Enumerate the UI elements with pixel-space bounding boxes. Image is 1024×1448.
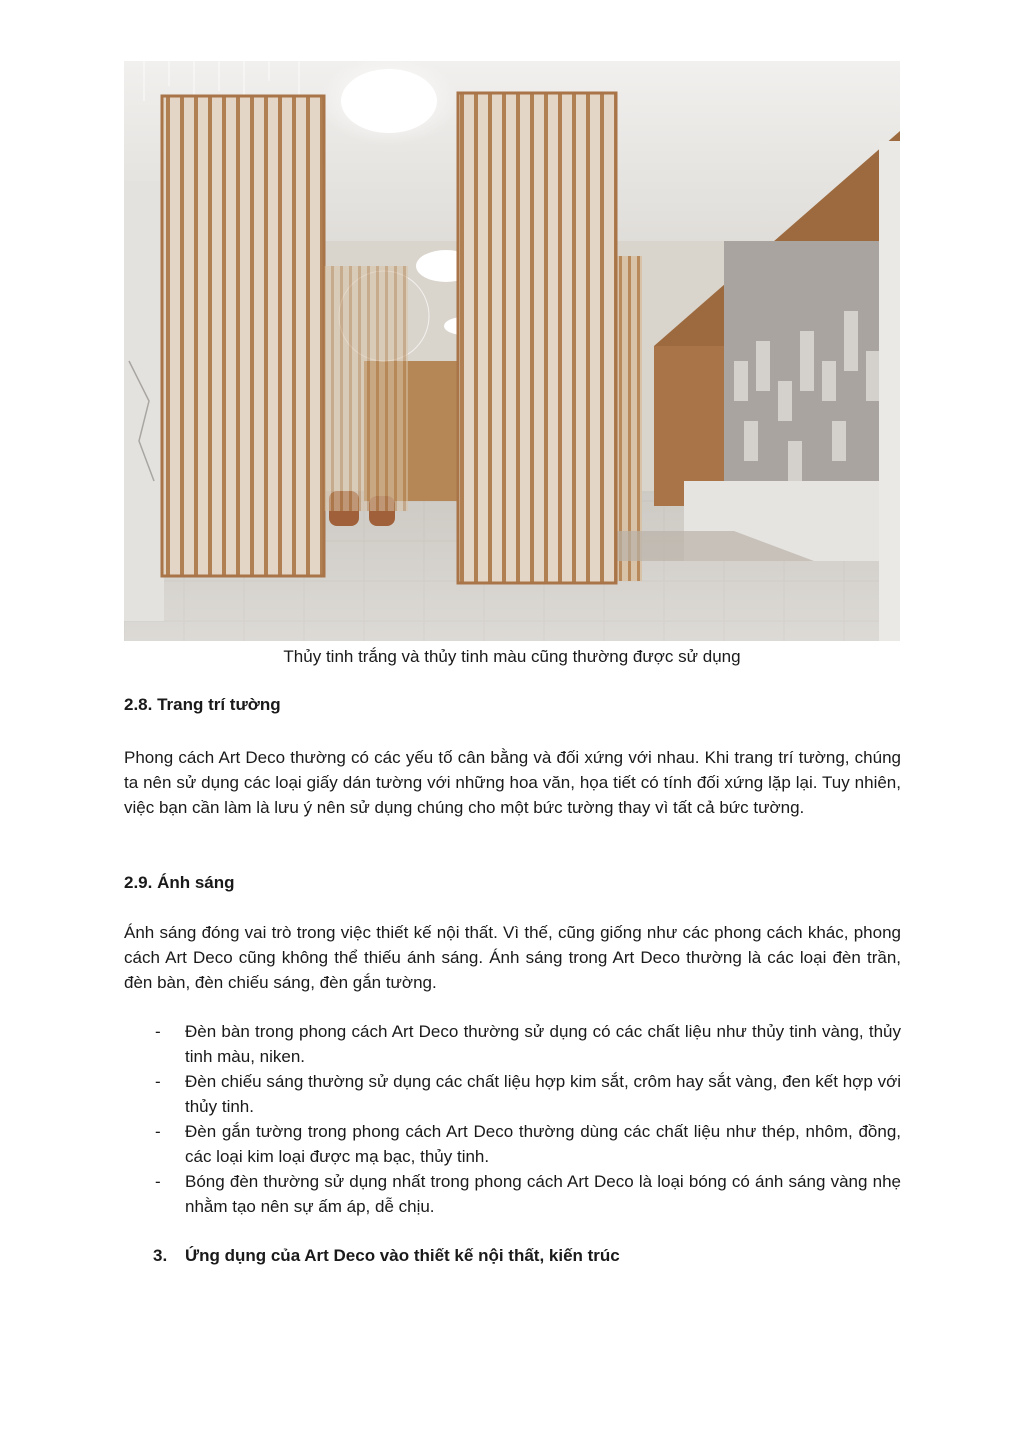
section-2-9-heading: 2.9. Ánh sáng [124,873,235,892]
section-2-8-paragraph: Phong cách Art Deco thường có các yếu tố cân bằng và đối xứng với nhau. Khi trang trí tường, chúng ta nên sử dụng các loại giấy dán tường với những hoa văn, họa tiết có tính đối xứng lặp lại. Tuy nhiên, việc bạn cần làm là lưu ý nên sử dụng chúng cho một bức tường thay vì tất cả bức tường. [124,748,901,817]
section-3-heading [153,1245,620,1267]
list-item-text: Đèn gắn tường trong phong cách Art Deco thường dùng các chất liệu như thép, nhôm, đồng, các loại kim loại được mạ bạc, thủy tinh. [185,1122,901,1166]
lighting-bullet-list [124,1019,901,1219]
list-item [124,1019,901,1069]
list-item [124,1119,901,1169]
bullet-marker: - [155,1022,161,1041]
list-item [124,1169,901,1219]
section-3-title: Ứng dụng của Art Deco vào thiết kế nội thất, kiến trúc [185,1246,620,1265]
list-item-text: Bóng đèn thường sử dụng nhất trong phong cách Art Deco là loại bóng có ánh sáng vàng nhẹ nhằm tạo nên sự ấm áp, dễ chịu. [185,1172,901,1216]
bullet-marker: - [155,1172,161,1191]
figure-caption: Thủy tinh trắng và thủy tinh màu cũng thường được sử dụng [283,647,741,666]
section-2-8-heading: 2.8. Trang trí tường [124,695,281,714]
list-item-text: Đèn bàn trong phong cách Art Deco thường sử dụng có các chất liệu như thủy tinh vàng, thủy tinh màu, niken. [185,1022,901,1066]
interior-lobby-photo [124,61,900,641]
bullet-marker: - [155,1072,161,1091]
list-item-text: Đèn chiếu sáng thường sử dụng các chất liệu hợp kim sắt, crôm hay sắt vàng, đen kết hợp với thủy tinh. [185,1072,901,1116]
bullet-marker: - [155,1122,161,1141]
list-item [124,1069,901,1119]
section-3-number: 3. [153,1246,168,1265]
section-2-9-paragraph: Ánh sáng đóng vai trò trong việc thiết kế nội thất. Vì thế, cũng giống như các phong cách khác, phong cách Art Deco cũng không thể thiếu ánh sáng. Ánh sáng trong Art Deco thường là các loại đèn trần, đèn bàn, đèn chiếu sáng, đèn gắn tường. [124,923,901,992]
